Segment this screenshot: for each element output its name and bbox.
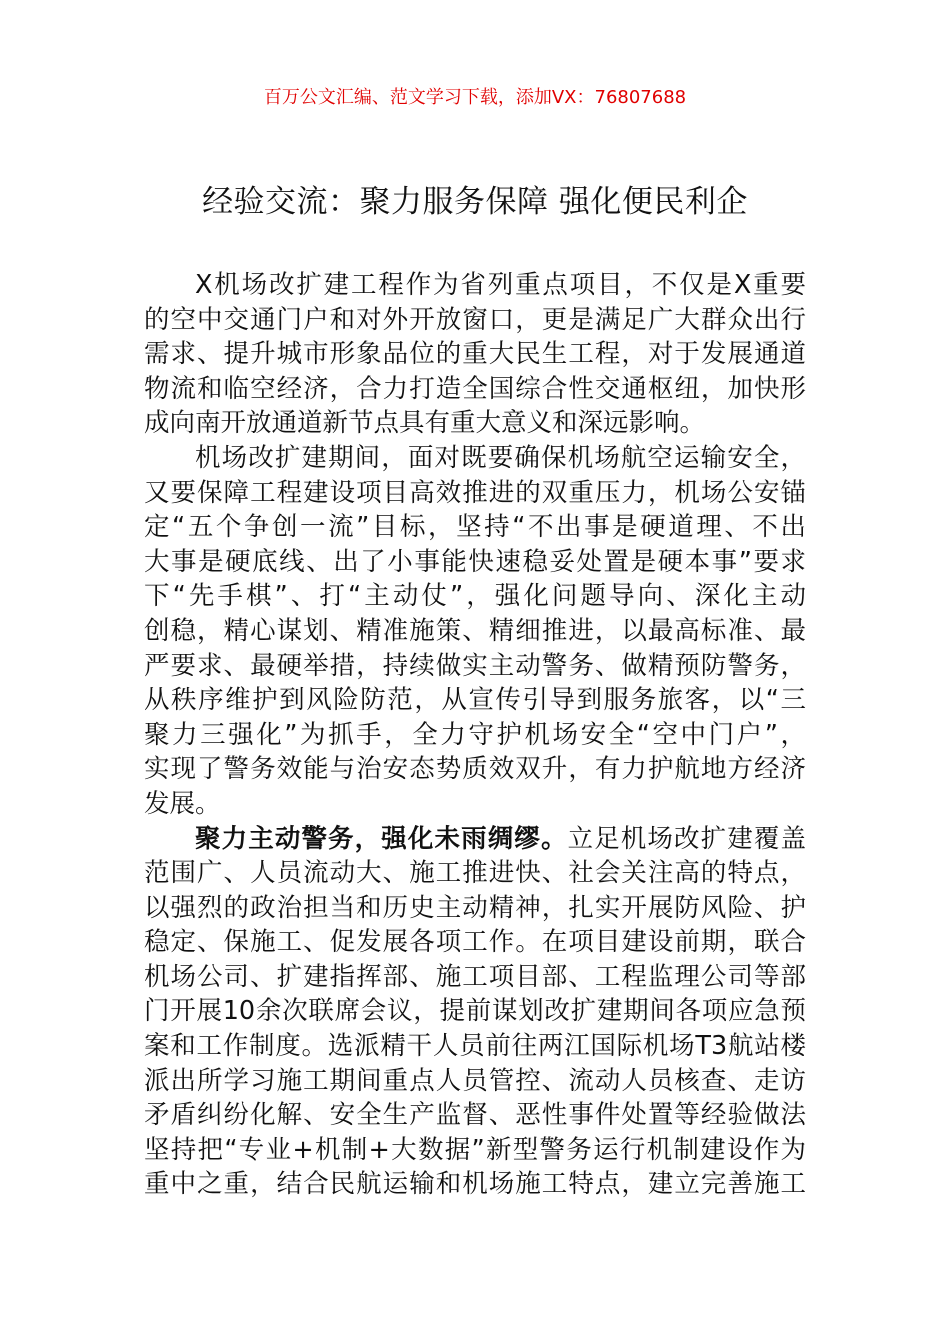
paragraph-line: 矛盾纠纷化解、安全生产监督、恶性事件处置等经验做法 xyxy=(144,1100,806,1131)
paragraph-line: 机场改扩建期间，面对既要确保机场航空运输安全， xyxy=(195,442,806,473)
paragraph-line: 下“先手棋”、打“主动仗”，强化问题导向、深化主动 xyxy=(144,581,806,612)
paragraph-line: 又要保障工程建设项目高效推进的双重压力，机场公安锚 xyxy=(144,477,806,508)
paragraph-line: 派出所学习施工期间重点人员管控、流动人员核查、走访 xyxy=(144,1065,806,1096)
download-notice: 百万公文汇编、范文学习下载，添加VX：76807688 xyxy=(263,87,687,108)
paragraph-line: 以强烈的政治担当和历史主动精神，扎实开展防风险、护 xyxy=(144,892,806,923)
paragraph-line xyxy=(144,822,806,857)
paragraph-2 xyxy=(144,441,806,822)
paragraph-line: 物流和临空经济，合力打造全国综合性交通枢纽，加快形 xyxy=(144,373,806,404)
document-title: 经验交流：聚力服务保障 强化便民利企 xyxy=(202,184,748,220)
paragraph-line: 需求、提升城市形象品位的重大民生工程，对于发展通道 xyxy=(144,339,806,370)
paragraph-line: 稳定、保施工、促发展各项工作。在项目建设前期，联合 xyxy=(144,927,806,958)
paragraph-line: X机场改扩建工程作为省列重点项目，不仅是X重要 xyxy=(195,270,806,300)
paragraph-line: 从秩序维护到风险防范，从宣传引导到服务旅客，以“三 xyxy=(144,685,806,716)
paragraph-line: 实现了警务效能与治安态势质效双升，有力护航地方经济 xyxy=(144,754,806,785)
paragraph-line: 聚力三强化”为抓手，全力守护机场安全“空中门户”， xyxy=(144,719,806,750)
paragraph-line: 大事是硬底线、出了小事能快速稳妥处置是硬本事”要求 xyxy=(144,546,806,577)
paragraph-line: 范围广、人员流动大、施工推进快、社会关注高的特点， xyxy=(144,858,806,889)
paragraph-3 xyxy=(144,822,806,1203)
paragraph-line: 严要求、最硬举措，持续做实主动警务、做精预防警务， xyxy=(144,650,806,681)
paragraph-line: 机场公司、扩建指挥部、施工项目部、工程监理公司等部 xyxy=(144,961,806,992)
paragraph-line: 门开展10余次联席会议，提前谋划改扩建期间各项应急预 xyxy=(144,996,806,1027)
paragraph-line: 的空中交通门户和对外开放窗口，更是满足广大群众出行 xyxy=(144,304,806,335)
paragraph-line: 坚持把“专业+机制+大数据”新型警务运行机制建设作为 xyxy=(144,1134,806,1165)
paragraph-lead-heading: 聚力主动警务，强化未雨绸缪。 xyxy=(195,823,568,854)
paragraph-line: 创稳，精心谋划、精准施策、精细推进，以最高标准、最 xyxy=(144,615,806,646)
paragraph-line: 重中之重，结合民航运输和机场施工特点，建立完善施工 xyxy=(144,1169,806,1200)
paragraph-lead-rest: 立足机场改扩建覆盖 xyxy=(567,823,806,854)
paragraph-line: 案和工作制度。选派精干人员前往两江国际机场T3航站楼 xyxy=(144,1031,806,1062)
paragraph-line: 成向南开放通道新节点具有重大意义和深远影响。 xyxy=(144,408,706,439)
paragraph-1 xyxy=(144,268,806,441)
document-body xyxy=(144,268,806,1202)
paragraph-line: 发展。 xyxy=(144,788,221,819)
paragraph-line: 定“五个争创一流”目标，坚持“不出事是硬道理、不出 xyxy=(144,512,806,543)
